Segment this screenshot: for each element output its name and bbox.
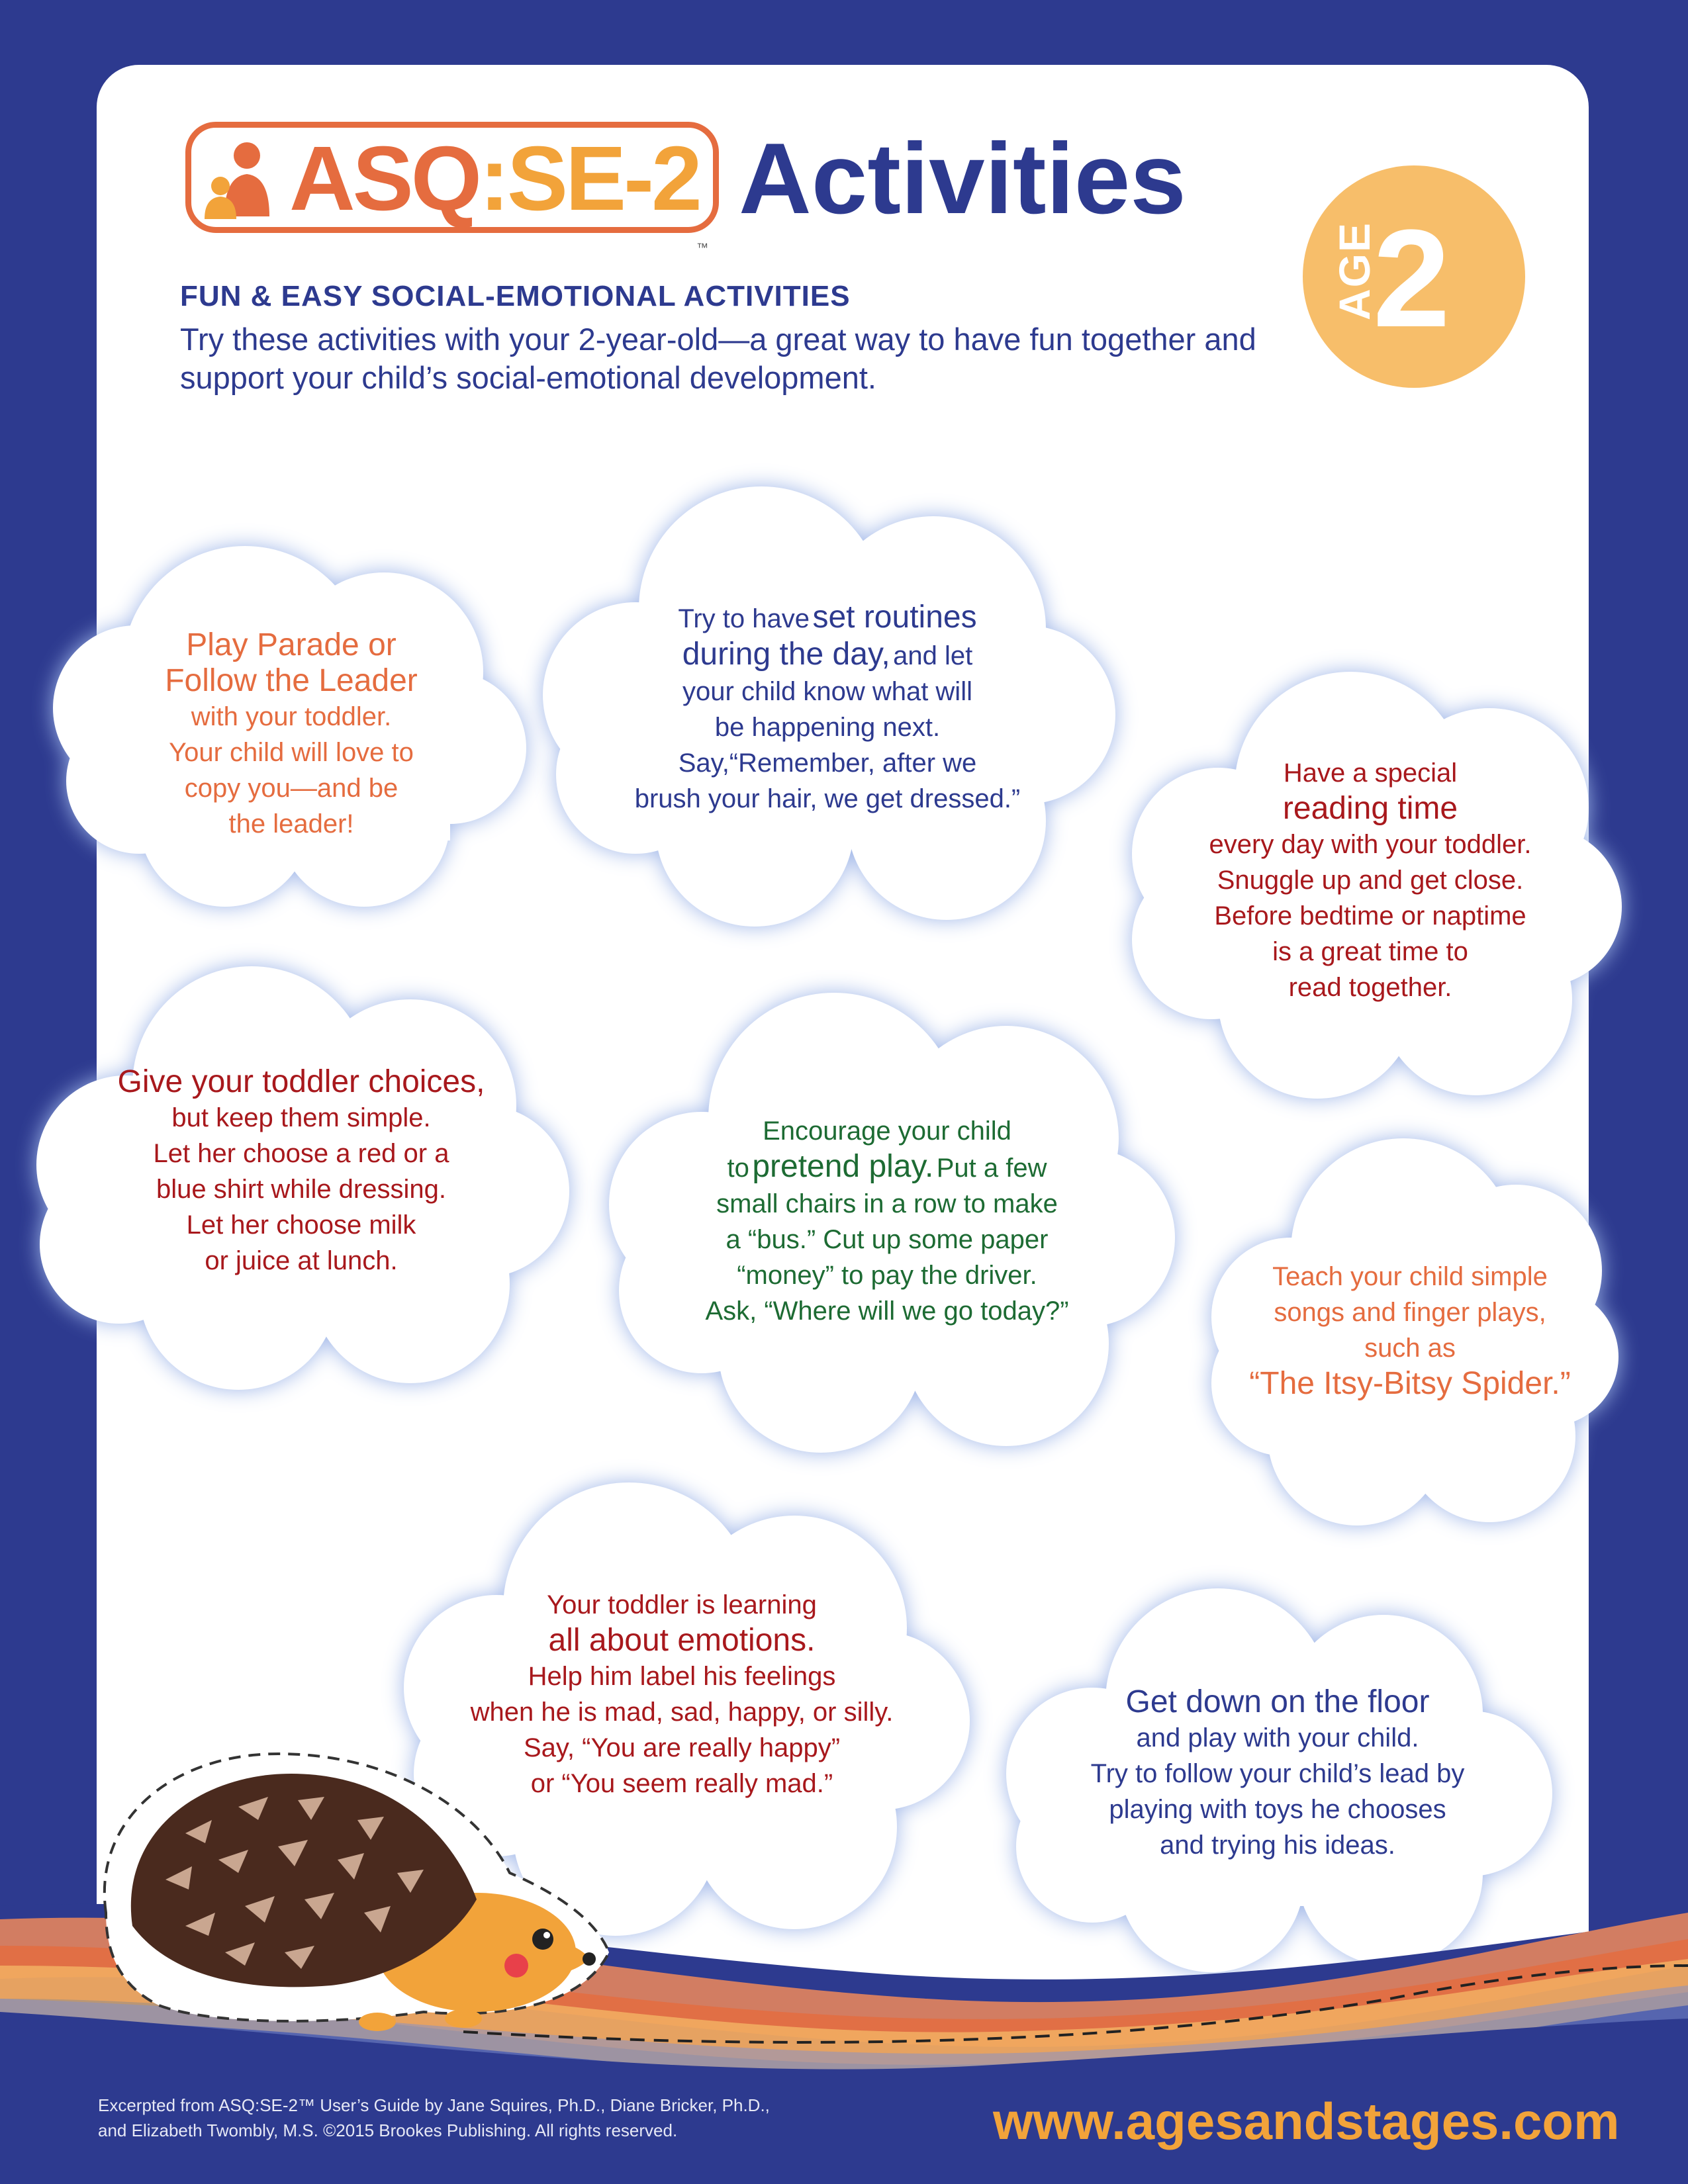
reading-line: read together. (1288, 973, 1452, 1002)
pretend-to: to (727, 1154, 749, 1183)
people-logo-icon (201, 137, 287, 223)
reading-line: Have a special (1283, 758, 1458, 788)
parade-line: Play Parade or (186, 627, 397, 662)
emotions-line: Help him label his feelings (528, 1662, 836, 1691)
pretend-after: Put a few (936, 1154, 1047, 1183)
logo-wordmark (289, 128, 700, 230)
website-link[interactable]: www.agesandstages.com (993, 2092, 1620, 2150)
routines-emphasis: set routines (812, 600, 977, 635)
emotions-line: Your toddler is learning (547, 1590, 817, 1619)
routines-emphasis: during the day, (682, 637, 890, 672)
choices-line: Give your toddler choices, (117, 1064, 485, 1099)
citation-line: Excerpted from ASQ:SE-2™ User’s Guide by Jane Squires, Ph.D., Diane Bricker, Ph.D., (98, 2095, 770, 2115)
pretend-emphasis: pretend play. (752, 1149, 934, 1184)
cloud-parade (46, 529, 536, 913)
parade-line: the leader! (228, 809, 354, 839)
pretend-line: small chairs in a row to make (716, 1189, 1058, 1218)
choices-line: blue shirt while dressing. (156, 1175, 446, 1204)
pretend-line: “money” to pay the driver. (737, 1261, 1037, 1290)
citation-line: and Elizabeth Twombly, M.S. ©2015 Brookes Publishing. All rights reserved. (98, 2120, 678, 2140)
emotions-line: when he is mad, sad, happy, or silly. (470, 1698, 894, 1727)
routines-line: brush your hair, we get dressed.” (634, 784, 1021, 813)
floor-line: and play with your child. (1136, 1723, 1419, 1752)
pretend-line: Ask, “Where will we go today?” (705, 1297, 1069, 1326)
reading-line: is a great time to (1272, 937, 1468, 966)
parade-line: copy you—and be (184, 774, 399, 803)
routines-line: Say,“Remember, after we (678, 749, 977, 778)
cloud-routines (536, 477, 1119, 927)
reading-line: Snuggle up and get close. (1217, 866, 1524, 895)
reading-line: Before bedtime or naptime (1214, 901, 1526, 931)
parade-line: Your child will love to (169, 738, 414, 767)
parade-line: Follow the Leader (165, 663, 418, 698)
asq-se2-logo (185, 122, 719, 233)
cloud-choices-text (79, 1059, 523, 1284)
cloud-songs-text (1231, 1231, 1589, 1430)
reading-line: reading time (1282, 791, 1458, 826)
routines-line: your child know what will (682, 677, 972, 706)
emotions-line: all about emotions. (548, 1623, 816, 1658)
reading-line: every day with your toddler. (1209, 830, 1532, 859)
intro-text: Try these activities with your 2-year-old—a great way to have fun together and support your child’s social-emotional development. (180, 322, 1256, 395)
logo-asq: ASQ (289, 128, 480, 230)
citation (98, 2093, 892, 2143)
logo-two: 2 (651, 128, 700, 230)
pretend-line (727, 1149, 1047, 1186)
choices-line: Let her choose a red or a (153, 1139, 449, 1168)
logo-dash: - (624, 128, 652, 230)
choices-line: or juice at lunch. (205, 1246, 398, 1275)
routines-line (682, 637, 973, 674)
cloud-parade-text (99, 622, 483, 847)
emotions-line: Say, “You are really happy” (523, 1733, 841, 1762)
cloud-pretend-text (649, 1105, 1125, 1337)
parade-line: with your toddler. (191, 702, 392, 731)
songs-line: “The Itsy-Bitsy Spider.” (1249, 1366, 1571, 1401)
songs-line: Teach your child simple (1272, 1262, 1548, 1291)
cloud-floor-text (1039, 1674, 1516, 1873)
cloud-routines-text (589, 602, 1066, 814)
cloud-choices (26, 953, 576, 1390)
subheading: FUN & EASY SOCIAL-EMOTIONAL ACTIVITIES (180, 280, 851, 312)
emotions-line: or “You seem really mad.” (530, 1769, 833, 1798)
routines-line (678, 600, 976, 637)
choices-line: Let her choose milk (186, 1210, 416, 1240)
pretend-line: a “bus.” Cut up some paper (726, 1225, 1049, 1254)
floor-line: and trying his ideas. (1160, 1831, 1395, 1860)
choices-line: but keep them simple. (171, 1103, 431, 1132)
hedgehog-illustration (79, 1727, 622, 2045)
cloud-pretend (596, 979, 1178, 1456)
cloud-reading (1119, 655, 1622, 1105)
floor-line: playing with toys he chooses (1109, 1795, 1446, 1824)
logo-colon: : (479, 128, 508, 230)
cloud-songs (1205, 1118, 1615, 1529)
songs-line: such as (1364, 1334, 1456, 1363)
age-number: 2 (1373, 201, 1450, 356)
pretend-line: Encourage your child (763, 1116, 1011, 1146)
cloud-reading-text (1165, 754, 1575, 1006)
age-label: AGE (1330, 221, 1379, 320)
songs-line: songs and finger plays, (1274, 1298, 1546, 1327)
page-title: Activities (739, 122, 1186, 235)
floor-line: Try to follow your child’s lead by (1090, 1759, 1465, 1788)
logo-se: SE (507, 128, 624, 230)
routines-line: be happening next. (714, 713, 941, 742)
floor-line: Get down on the floor (1125, 1684, 1430, 1719)
routines-after: and let (893, 641, 973, 670)
routines-prefix: Try to have (678, 604, 810, 633)
trademark: ™ (696, 241, 708, 254)
